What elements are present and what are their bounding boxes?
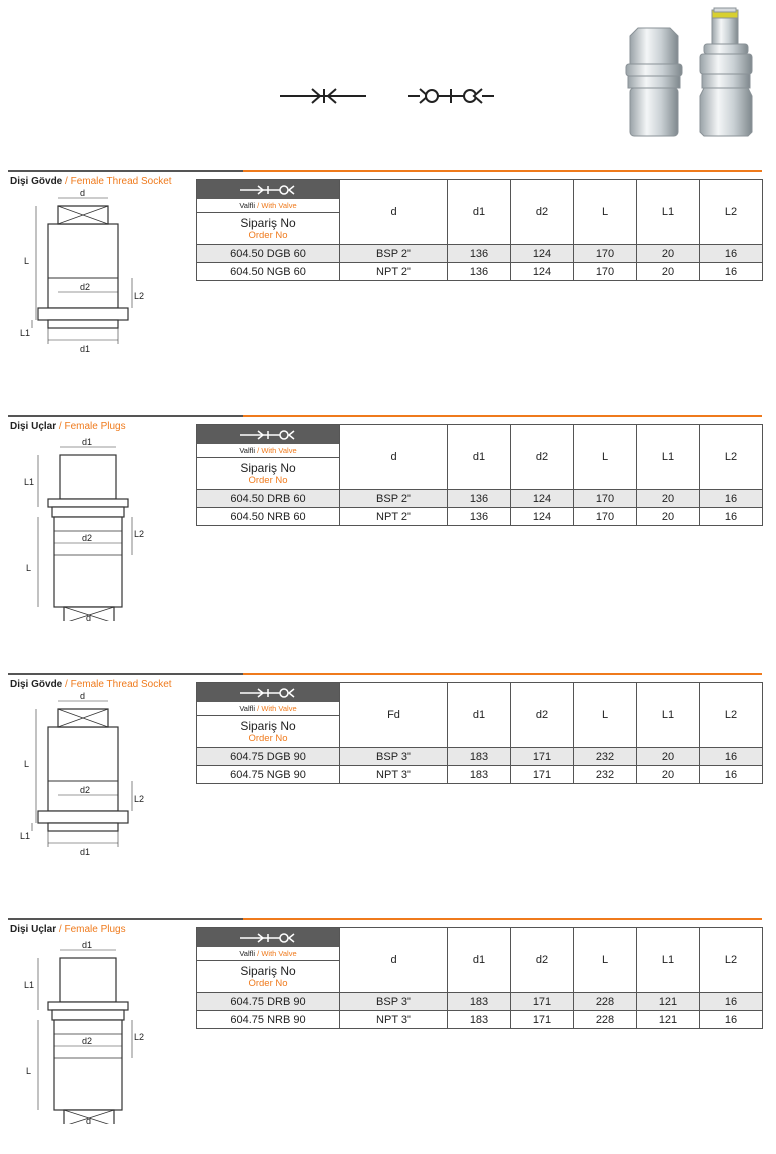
dim-d: d [80, 691, 86, 701]
table-cell: 604.50 NGB 60 [197, 263, 340, 281]
table-cell: 604.50 DRB 60 [197, 490, 340, 508]
socket-drawing [20, 184, 160, 354]
table-cell: 16 [700, 508, 763, 526]
order-header [197, 683, 340, 748]
dim-L2: L2 [134, 529, 145, 539]
order-label: Sipariş No [240, 963, 296, 978]
table-row [197, 993, 763, 1011]
order-label: Sipariş No [240, 718, 296, 733]
valve-symbol-icon [240, 932, 296, 944]
spec-table [196, 179, 763, 281]
column-header: d2 [511, 180, 574, 245]
table-cell: 124 [511, 490, 574, 508]
valve-label: Valfli / With Valve [197, 199, 339, 213]
dim-L1: L1 [24, 477, 35, 487]
column-header: L [574, 180, 637, 245]
table-cell: NPT 2" [340, 263, 448, 281]
table-cell: BSP 2" [340, 245, 448, 263]
section-rule-orange [243, 673, 762, 675]
spec-table [196, 424, 763, 526]
order-label-en: Order No [248, 977, 288, 989]
table-cell: 124 [511, 508, 574, 526]
table-cell: 604.50 DGB 60 [197, 245, 340, 263]
table-cell: 136 [448, 490, 511, 508]
column-header: Fd [340, 683, 448, 748]
valve-label: Valfli / With Valve [197, 444, 339, 458]
dim-L1: L1 [24, 980, 35, 990]
product-section [0, 166, 776, 406]
table-cell: 170 [574, 508, 637, 526]
table-row [197, 508, 763, 526]
table-cell: NPT 2" [340, 508, 448, 526]
column-header: L [574, 425, 637, 490]
order-label-en: Order No [248, 474, 288, 486]
dim-d2: d2 [82, 1036, 93, 1046]
dim-d: d [80, 188, 86, 198]
table-cell: 171 [511, 748, 574, 766]
column-header: L1 [637, 928, 700, 993]
dim-d2: d2 [82, 533, 93, 543]
dim-L1: L1 [20, 831, 31, 841]
section-title: Dişi Uçlar / Female Plugs [10, 421, 126, 432]
table-cell: 228 [574, 1011, 637, 1029]
column-header: d1 [448, 180, 511, 245]
dim-L2: L2 [134, 794, 145, 804]
column-header: d2 [511, 425, 574, 490]
table-cell: 16 [700, 1011, 763, 1029]
table-cell: 16 [700, 766, 763, 784]
column-header: L1 [637, 425, 700, 490]
table-row [197, 766, 763, 784]
column-header: L1 [637, 683, 700, 748]
technical-drawing [20, 431, 160, 626]
table-cell: 604.75 NGB 90 [197, 766, 340, 784]
order-header [197, 928, 340, 993]
table-cell: 124 [511, 263, 574, 281]
section-rule-gray [8, 415, 243, 417]
table-cell: NPT 3" [340, 1011, 448, 1029]
table-cell: BSP 2" [340, 490, 448, 508]
socket-drawing [20, 687, 160, 857]
table-cell: 136 [448, 263, 511, 281]
dim-L2: L2 [134, 1032, 145, 1042]
table-cell: 20 [637, 766, 700, 784]
column-header: d2 [511, 928, 574, 993]
column-header: L1 [637, 180, 700, 245]
table-cell: 604.75 NRB 90 [197, 1011, 340, 1029]
section-rule-gray [8, 673, 243, 675]
table-row [197, 748, 763, 766]
table-cell: 183 [448, 766, 511, 784]
dim-d1: d1 [80, 847, 91, 857]
section-title: Dişi Uçlar / Female Plugs [10, 924, 126, 935]
table-cell: 16 [700, 245, 763, 263]
table-cell: 16 [700, 263, 763, 281]
spec-table [196, 682, 763, 784]
plug-drawing [20, 934, 160, 1124]
dim-L: L [26, 1066, 32, 1076]
product-section [0, 669, 776, 909]
table-cell: 171 [511, 766, 574, 784]
table-row [197, 263, 763, 281]
table-cell: 604.50 NRB 60 [197, 508, 340, 526]
technical-drawing [20, 934, 160, 1129]
column-header: d [340, 425, 448, 490]
dim-d2: d2 [80, 785, 91, 795]
table-cell: 170 [574, 245, 637, 263]
table-cell: 171 [511, 1011, 574, 1029]
table-cell: 170 [574, 263, 637, 281]
plug-drawing [20, 431, 160, 621]
dim-L: L [24, 759, 30, 769]
dim-d1: d1 [82, 437, 93, 447]
table-cell: 16 [700, 993, 763, 1011]
section-rule-orange [243, 918, 762, 920]
order-header [197, 180, 340, 245]
dim-d: d [86, 613, 92, 621]
valve-symbol-icon [240, 687, 296, 699]
spec-table [196, 927, 763, 1029]
order-label: Sipariş No [240, 215, 296, 230]
section-rule-orange [243, 415, 762, 417]
coupling-double-valve-symbol [408, 84, 494, 108]
order-label-en: Order No [248, 229, 288, 241]
dim-d1: d1 [82, 940, 93, 950]
table-cell: 232 [574, 748, 637, 766]
order-label-en: Order No [248, 732, 288, 744]
column-header: L2 [700, 928, 763, 993]
table-row [197, 1011, 763, 1029]
section-rule-orange [243, 170, 762, 172]
dim-L: L [24, 256, 30, 266]
dim-L2: L2 [134, 291, 145, 301]
section-rule-gray [8, 170, 243, 172]
technical-drawing [20, 184, 160, 359]
column-header: d [340, 180, 448, 245]
product-section [0, 914, 776, 1154]
valve-label: Valfli / With Valve [197, 702, 339, 716]
table-cell: 228 [574, 993, 637, 1011]
table-cell: 136 [448, 508, 511, 526]
dim-L1: L1 [20, 328, 31, 338]
section-rule-gray [8, 918, 243, 920]
column-header: L2 [700, 180, 763, 245]
table-cell: 232 [574, 766, 637, 784]
technical-drawing [20, 687, 160, 862]
table-cell: 136 [448, 245, 511, 263]
table-cell: NPT 3" [340, 766, 448, 784]
column-header: d1 [448, 928, 511, 993]
table-cell: BSP 3" [340, 748, 448, 766]
valve-symbol-icon [240, 184, 296, 196]
table-cell: 20 [637, 748, 700, 766]
column-header: L [574, 928, 637, 993]
column-header: d2 [511, 683, 574, 748]
table-cell: 20 [637, 263, 700, 281]
column-header: L2 [700, 683, 763, 748]
section-title: Dişi Gövde / Female Thread Socket [10, 176, 172, 187]
table-row [197, 245, 763, 263]
table-cell: 20 [637, 245, 700, 263]
table-cell: 183 [448, 1011, 511, 1029]
column-header: d1 [448, 425, 511, 490]
dim-d2: d2 [80, 282, 91, 292]
table-cell: 124 [511, 245, 574, 263]
column-header: d1 [448, 683, 511, 748]
column-header: L [574, 683, 637, 748]
column-header: L2 [700, 425, 763, 490]
table-cell: 604.75 DGB 90 [197, 748, 340, 766]
table-row [197, 490, 763, 508]
dim-d1: d1 [80, 344, 91, 354]
dim-L: L [26, 563, 32, 573]
dim-d: d [86, 1116, 92, 1124]
product-section [0, 411, 776, 651]
table-cell: 121 [637, 993, 700, 1011]
table-cell: 170 [574, 490, 637, 508]
column-header: d [340, 928, 448, 993]
quick-coupling-photo [618, 6, 766, 138]
coupling-with-valve-symbol [280, 84, 366, 108]
table-cell: 604.75 DRB 90 [197, 993, 340, 1011]
order-header [197, 425, 340, 490]
table-cell: 121 [637, 1011, 700, 1029]
table-cell: 171 [511, 993, 574, 1011]
valve-symbol-icon [240, 429, 296, 441]
table-cell: 16 [700, 748, 763, 766]
table-cell: 183 [448, 748, 511, 766]
order-label: Sipariş No [240, 460, 296, 475]
section-title: Dişi Gövde / Female Thread Socket [10, 679, 172, 690]
valve-label: Valfli / With Valve [197, 947, 339, 961]
header-area [0, 0, 776, 160]
table-cell: 20 [637, 508, 700, 526]
table-cell: 16 [700, 490, 763, 508]
table-cell: 20 [637, 490, 700, 508]
table-cell: BSP 3" [340, 993, 448, 1011]
table-cell: 183 [448, 993, 511, 1011]
